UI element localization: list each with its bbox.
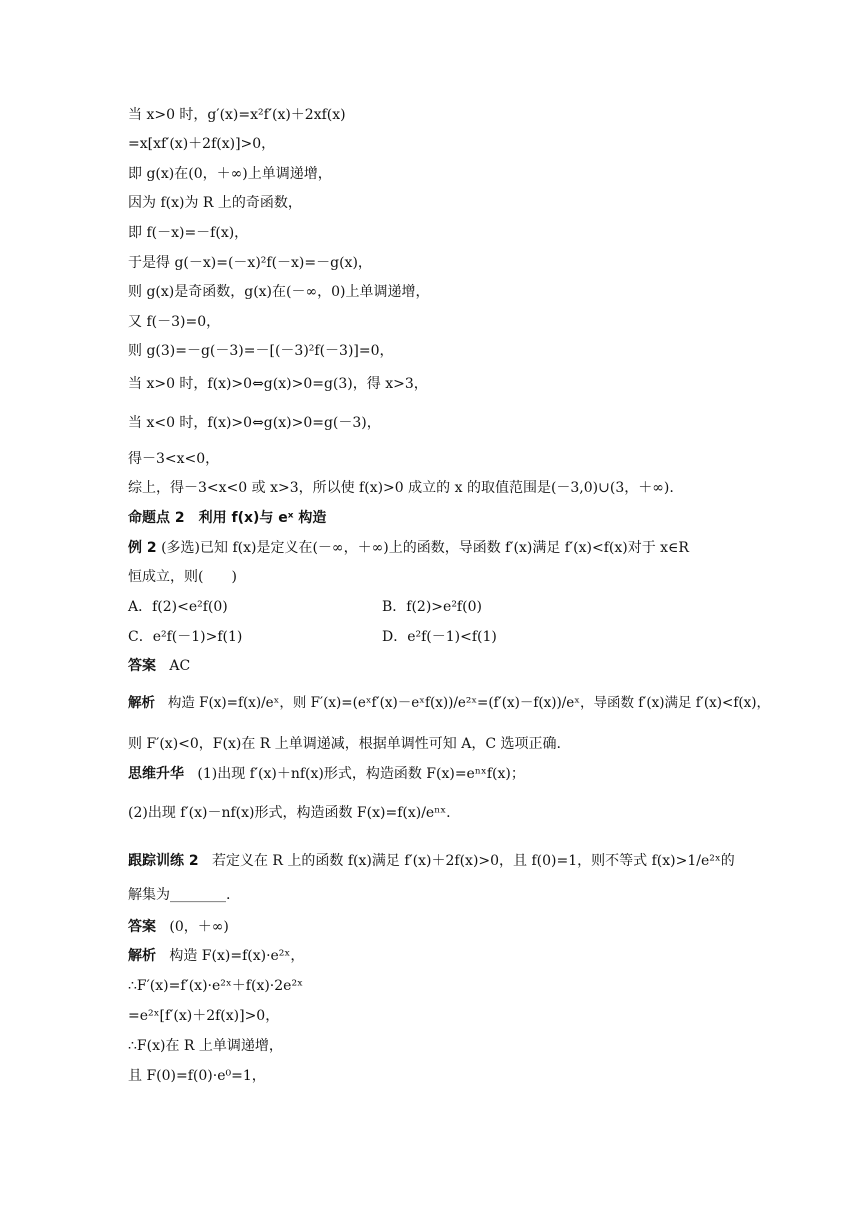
analysis-line-2: 则 F′(x)<0，F(x)在 R 上单调递减，根据单调性可知 A，C 选项正确. <box>128 736 561 752</box>
text-line: =x[xf′(x)＋2f(x)]>0， <box>128 136 276 152</box>
text-line: 因为 f(x)为 R 上的奇函数， <box>128 195 302 211</box>
text-line: 当 x>0 时，f(x)>0⇔g(x)>0=g(3)，得 x>3， <box>128 376 428 392</box>
training-answer-line <box>128 917 229 937</box>
analysis-text: 构造 F(x)=f(x)/eˣ，则 F′(x)=(eˣf′(x)－eˣf(x))/e²ˣ=(f′(x)－f(x))/eˣ，导函数 f′(x)满足 f′(x)<f(x)， <box>167 695 770 711</box>
option-d: D．e²f(－1)<f(1) <box>382 629 497 645</box>
training-label: 跟踪训练 2 <box>128 853 199 869</box>
training-analysis-line <box>128 946 304 966</box>
training-question-cont: 解集为________. <box>128 887 231 903</box>
text-line: 于是得 g(－x)=(－x)²f(－x)=－g(x)， <box>128 255 372 271</box>
text-line: =e²ˣ[f′(x)＋2f(x)]>0， <box>128 1008 280 1024</box>
analysis-text: 构造 F(x)=f(x)·e²ˣ， <box>169 948 305 964</box>
example-question <box>128 538 689 558</box>
section-heading: 命题点 2 利用 f(x)与 eˣ 构造 <box>128 510 327 526</box>
analysis-label: 解析 <box>128 695 155 711</box>
text-line: 当 x<0 时，f(x)>0⇔g(x)>0=g(－3)， <box>128 415 381 431</box>
answer-label: 答案 <box>128 658 156 674</box>
answer-line <box>128 656 190 676</box>
option-b: B．f(2)>e²f(0) <box>382 599 482 615</box>
text-line: 即 f(－x)=－f(x)， <box>128 225 249 241</box>
text-line: ∴F(x)在 R 上单调递增， <box>128 1038 283 1054</box>
training-text: 若定义在 R 上的函数 f(x)满足 f′(x)＋2f(x)>0，且 f(0)=1，则不等式 f(x)>1/e²ˣ的 <box>211 853 735 869</box>
training-question <box>128 851 735 871</box>
text-line: 且 F(0)=f(0)·e⁰=1， <box>128 1068 266 1084</box>
analysis-label: 解析 <box>128 948 156 964</box>
text-line: 即 g(x)在(0，＋∞)上单调递增， <box>128 166 332 182</box>
text-line: ∴F′(x)=f′(x)·e²ˣ＋f(x)·2e²ˣ <box>128 978 303 994</box>
answer-value: AC <box>169 658 191 674</box>
example-label: 例 2 <box>128 540 157 556</box>
text-line: 则 g(x)是奇函数，g(x)在(－∞，0)上单调递增， <box>128 284 430 300</box>
text-line: 得－3<x<0， <box>128 451 220 467</box>
analysis-line <box>128 693 770 713</box>
answer-label: 答案 <box>128 919 156 935</box>
text-line: 则 g(3)=－g(－3)=－[(－3)²f(－3)]=0， <box>128 343 394 359</box>
summary-line <box>128 764 525 784</box>
example-question-cont: 恒成立，则( ) <box>128 569 237 585</box>
summary-text: (1)出现 f′(x)＋nf(x)形式，构造函数 F(x)=eⁿˣf(x)； <box>197 766 525 782</box>
text-line: 当 x>0 时，g′(x)=x²f′(x)＋2xf(x) <box>128 107 346 123</box>
answer-value: (0，＋∞) <box>169 919 229 935</box>
summary-label: 思维升华 <box>128 766 184 782</box>
option-a: A．f(2)<e²f(0) <box>128 599 228 615</box>
option-c: C．e²f(－1)>f(1) <box>128 629 243 645</box>
text-line: 综上，得－3<x<0 或 x>3，所以使 f(x)>0 成立的 x 的取值范围是(－3,0)∪(3，＋∞). <box>128 480 674 496</box>
text-line: 又 f(－3)=0， <box>128 314 221 330</box>
summary-line-2: (2)出现 f′(x)－nf(x)形式，构造函数 F(x)=f(x)/eⁿˣ. <box>128 805 451 821</box>
example-text: (多选)已知 f(x)是定义在(－∞，＋∞)上的函数，导函数 f′(x)满足 f′(x)<f(x)对于 x∈R <box>161 540 689 556</box>
